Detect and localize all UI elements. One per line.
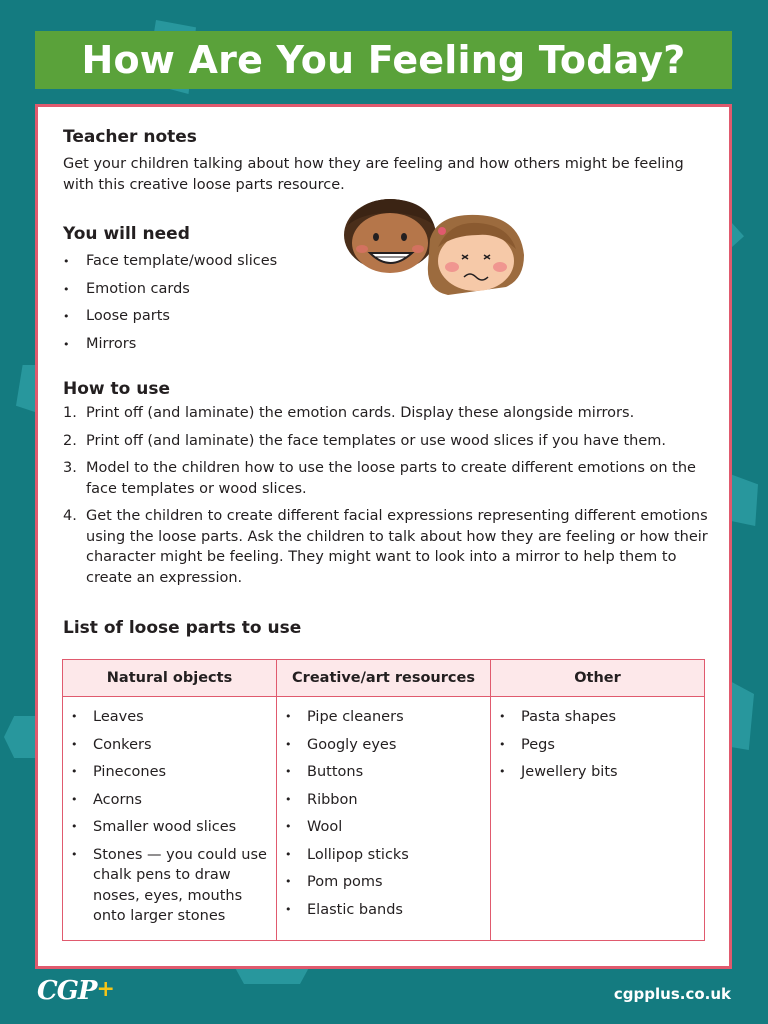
- list-item: • Smaller wood slices: [71, 817, 268, 838]
- decorative-shape: [730, 474, 758, 526]
- page-title: How Are You Feeling Today?: [81, 38, 686, 82]
- cgp-logo: CGP+: [37, 976, 114, 1006]
- title-banner: [35, 31, 732, 89]
- steps-list: [63, 403, 713, 588]
- list-item: • Pegs: [499, 735, 696, 756]
- table-row: [63, 697, 705, 941]
- table-cell-creative: [277, 697, 491, 941]
- step-number: 2.: [63, 432, 77, 449]
- list-item: • Stones — you could use chalk pens to draw noses, eyes, mouths onto larger stones: [71, 845, 268, 927]
- table-header-row: [63, 660, 705, 697]
- step-text: Model to the children how to use the loose parts to create different emotions on the face templates or wood slices.: [86, 460, 696, 497]
- list-item: • Lollipop sticks: [285, 845, 482, 866]
- step-number: 1.: [63, 405, 77, 421]
- loose-parts-table: [62, 659, 705, 941]
- website-link[interactable]: cgpplus.co.uk: [613, 985, 731, 1003]
- table-cell-other: [491, 697, 705, 941]
- loose-parts-heading: List of loose parts to use: [63, 618, 302, 638]
- list-item: • Jewellery bits: [499, 762, 696, 783]
- step-item: [63, 431, 713, 452]
- needs-list: [63, 248, 277, 358]
- list-item: • Ribbon: [285, 790, 482, 811]
- step-item: [63, 458, 713, 499]
- table-cell-natural: [63, 697, 277, 941]
- list-item: • Elastic bands: [285, 900, 482, 921]
- list-item: • Mirrors: [63, 331, 277, 359]
- how-to-use-heading: How to use: [63, 379, 171, 399]
- children-faces-illustration: [338, 195, 528, 307]
- column-header: Creative/art resources: [277, 660, 491, 697]
- teacher-notes-heading: Teacher notes: [63, 127, 197, 147]
- step-item: [63, 506, 713, 588]
- list-item: • Emotion cards: [63, 276, 277, 304]
- girl-face-icon: [428, 215, 524, 295]
- list-item: • Pipe cleaners: [285, 707, 482, 728]
- boy-face-icon: [344, 199, 436, 273]
- teacher-notes-section: [63, 127, 708, 196]
- step-number: 4.: [63, 508, 77, 524]
- list-item: • Conkers: [71, 735, 268, 756]
- you-will-need-section: [63, 224, 277, 358]
- plus-icon: +: [96, 976, 114, 1002]
- how-to-use-section: [63, 379, 713, 595]
- step-number: 3.: [63, 460, 77, 476]
- list-item: • Wool: [285, 817, 482, 838]
- list-item: • Loose parts: [63, 303, 277, 331]
- list-item: • Acorns: [71, 790, 268, 811]
- list-item: • Buttons: [285, 762, 482, 783]
- column-header: Natural objects: [63, 660, 277, 697]
- content-card: [35, 104, 732, 969]
- decorative-shape: [4, 716, 38, 758]
- teacher-notes-text: Get your children talking about how they are feeling and how others might be feeling with this creative loose parts resource.: [63, 156, 684, 193]
- list-item: • Pom poms: [285, 872, 482, 893]
- step-text: Get the children to create different facial expressions representing different emotions using the loose parts. Ask the children to talk about how they are feeling or how their character might be feeling. They might want to look into a mirror to help them to create an expression.: [86, 508, 708, 586]
- column-header: Other: [491, 660, 705, 697]
- step-item: [63, 403, 713, 424]
- list-item: • Leaves: [71, 707, 268, 728]
- list-item: • Pinecones: [71, 762, 268, 783]
- list-item: • Pasta shapes: [499, 707, 696, 728]
- step-text: Print off (and laminate) the emotion cards. Display these alongside mirrors.: [86, 405, 635, 421]
- you-will-need-heading: You will need: [63, 224, 190, 244]
- list-item: • Googly eyes: [285, 735, 482, 756]
- list-item: • Face template/wood slices: [63, 248, 277, 276]
- step-text: Print off (and laminate) the face templates or use wood slices if you have them.: [86, 432, 667, 449]
